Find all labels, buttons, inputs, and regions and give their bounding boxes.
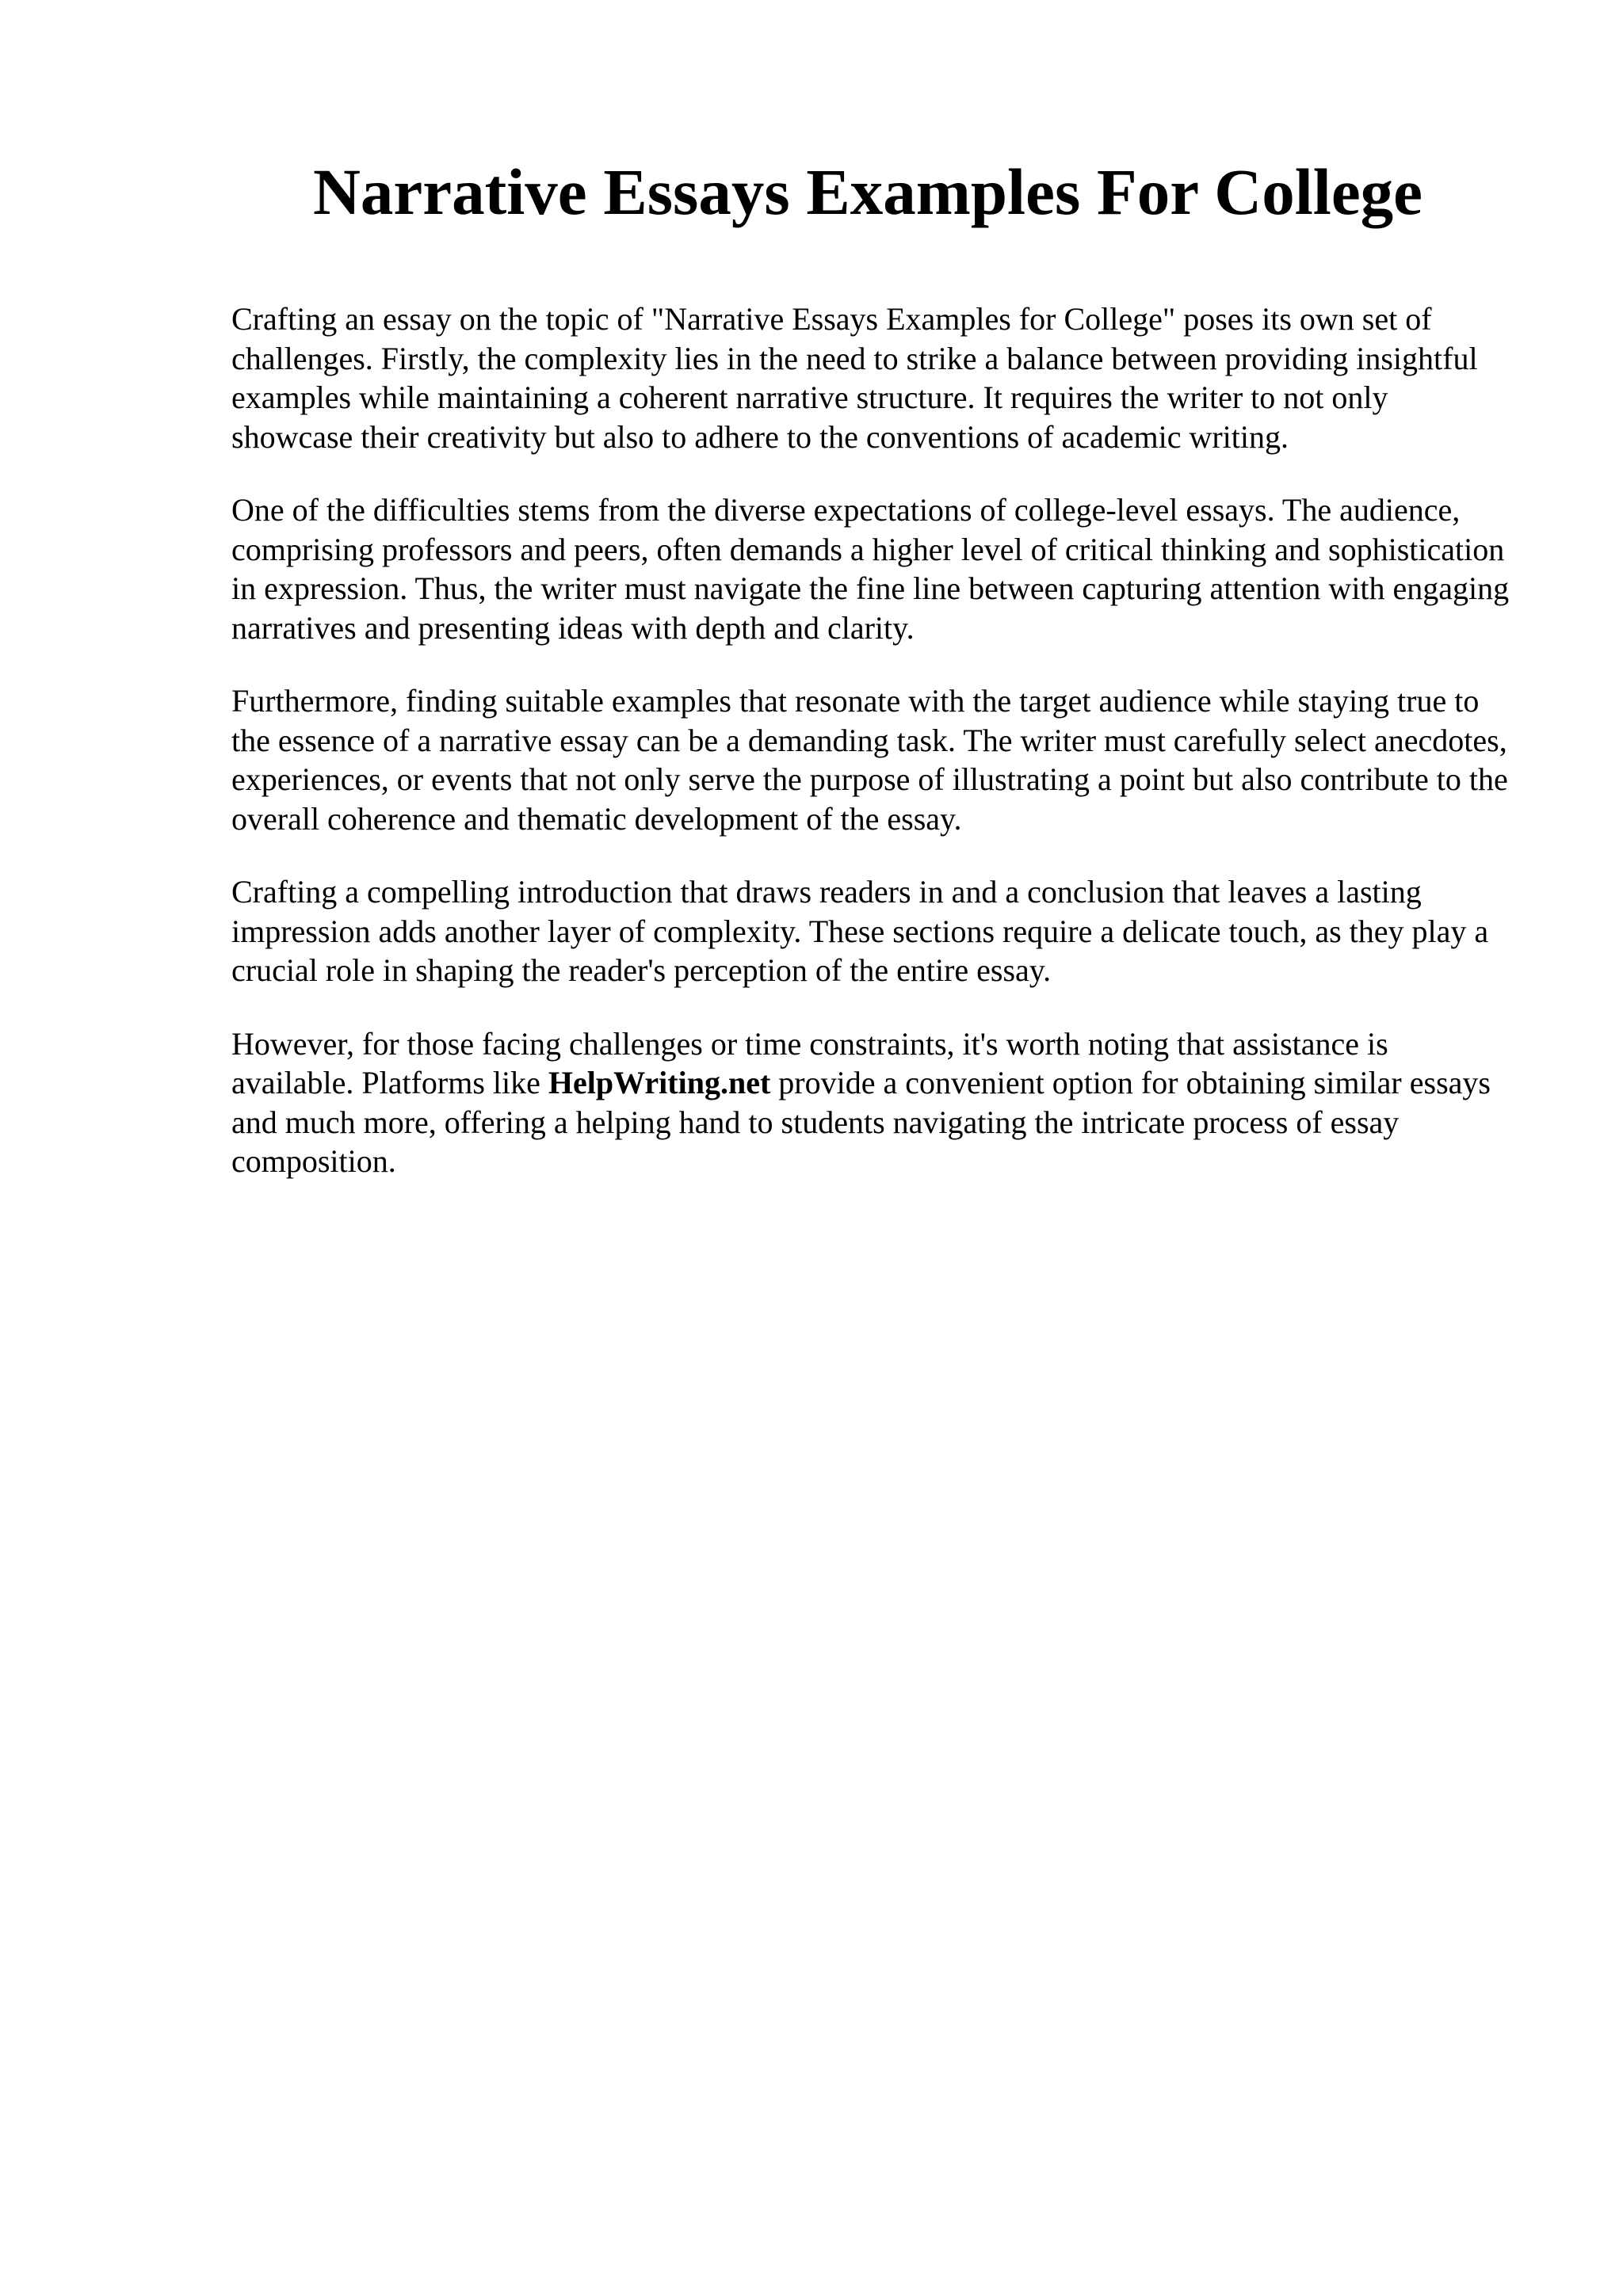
- document-title: Narrative Essays Examples For College: [312, 155, 1423, 228]
- paragraph-5-text-before: However, for those facing challenges or time constraints, it's worth noting that assistance is available. Platforms like: [231, 1025, 1388, 1100]
- paragraph-2: One of the difficulties stems from the diverse expectations of college-level essays. The audience, comprising professors and peers, often demands a higher level of critical thinking and sophistication in expression. Thus, the writer must navigate the fine line between capturing attention with engaging narratives and presenting ideas with depth and clarity.: [231, 492, 1510, 646]
- paragraph-5-text-after: provide a convenient option for obtaining similar essays and much more, offering a helping hand to students navigating the intricate process of essay composition.: [231, 1065, 1491, 1179]
- document-body: [231, 299, 1515, 1215]
- paragraph-3: Furthermore, finding suitable examples that resonate with the target audience while staying true to the essence of a narrative essay can be a demanding task. The writer must carefully select anecdotes, experiences, or events that not only serve the purpose of illustrating a point but also contribute to the overall coherence and thematic development of the essay.: [231, 683, 1508, 837]
- helpwriting-link-text: HelpWriting.net: [548, 1065, 771, 1100]
- paragraph-5: [231, 1024, 1515, 1181]
- paragraph-4: Crafting a compelling introduction that draws readers in and a conclusion that leaves a lasting impression adds another layer of complexity. These sections require a delicate touch, as they play a crucial role in shaping the reader's perception of the entire essay.: [231, 874, 1489, 988]
- paragraph-1: Crafting an essay on the topic of "Narrative Essays Examples for College" poses its own set of challenges. Firstly, the complexity lies in the need to strike a balance between providing insightful examples while maintaining a coherent narrative structure. It requires the writer to not only showcase their creativity but also to adhere to the conventions of academic writing.: [231, 301, 1478, 455]
